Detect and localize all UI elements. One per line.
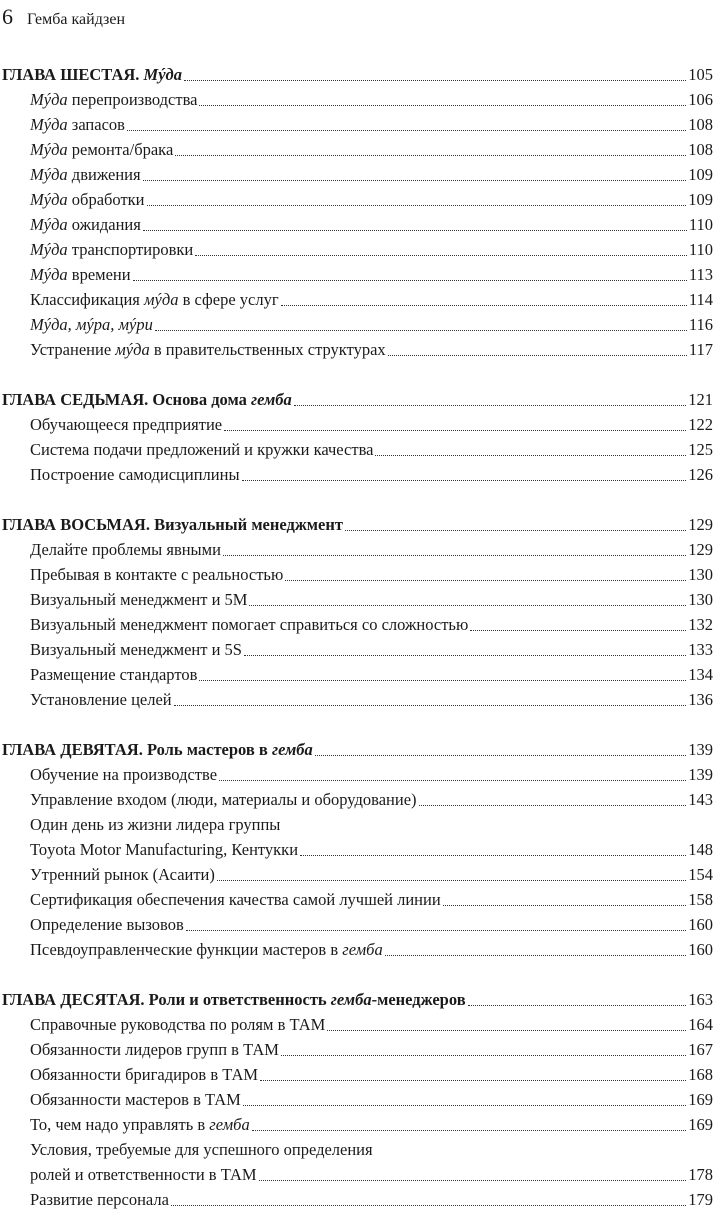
toc-entry-title-part: Сертификация обеспечения качества самой лучшей линии [30, 890, 441, 909]
toc-page-number: 109 [688, 190, 713, 209]
dot-leader [242, 480, 687, 481]
toc-section-entry[interactable] [0, 685, 713, 710]
toc-page-number: 179 [688, 1190, 713, 1209]
toc-section-entry[interactable] [0, 235, 713, 260]
toc-section-entry[interactable] [0, 85, 713, 110]
toc-entry-title-part: ГЛАВА ДЕСЯТАЯ. Роли и ответственность [2, 990, 331, 1009]
toc-entry-title-part: Один день из жизни лидера группы [30, 815, 281, 834]
toc-section-entry[interactable] [0, 1185, 713, 1210]
toc-entry-title-part: мýда [144, 290, 179, 309]
toc-entry-title-part: Мýда [143, 65, 182, 84]
toc-entry-title [2, 990, 466, 1010]
toc-section-entry[interactable] [0, 935, 713, 960]
toc-entry-title-part: Мýда [30, 240, 68, 259]
toc-section-entry[interactable] [0, 1110, 713, 1135]
toc-entry-title [30, 765, 217, 785]
dot-leader [224, 430, 686, 431]
dot-leader [147, 205, 687, 206]
toc-section-entry[interactable] [0, 260, 713, 285]
toc-entry-title-part: Устранение [30, 340, 116, 359]
toc-page-number: 164 [688, 1015, 713, 1034]
dot-leader [345, 530, 686, 531]
toc-section-entry[interactable] [0, 1010, 713, 1035]
toc-page-number: 139 [688, 765, 713, 784]
toc-entry-title-part: Визуальный менеджмент и 5S [30, 640, 242, 659]
toc-page-number: 134 [688, 665, 713, 684]
dot-leader [186, 930, 686, 931]
toc-entry-title-part: гемба [271, 740, 313, 759]
toc-section-entry[interactable] [0, 185, 713, 210]
toc-page-number: 178 [688, 1165, 713, 1184]
toc-section-entry[interactable] [0, 335, 713, 360]
toc-entry-title [30, 940, 383, 960]
dot-leader [260, 1080, 686, 1081]
toc-section-entry[interactable] [0, 1160, 713, 1185]
dot-leader [285, 580, 686, 581]
toc-entry-title [2, 390, 292, 410]
toc-page-number: 108 [688, 140, 713, 159]
toc-page-number: 160 [688, 915, 713, 934]
toc-page-number: 168 [688, 1065, 713, 1084]
toc-page-number: 136 [688, 690, 713, 709]
dot-leader [155, 330, 687, 331]
toc-entry-title [30, 465, 240, 485]
toc-section-entry[interactable] [0, 435, 713, 460]
dot-leader [468, 1005, 687, 1006]
toc-entry-title-part: Мýда, мýра, мýри [30, 315, 153, 334]
toc-entry-title-part: Toyota Motor Manufacturing, Кентукки [30, 840, 299, 859]
toc-entry-title [30, 115, 125, 135]
toc-entry-title-part: Псевдоуправленческие функции мастеров в [30, 940, 343, 959]
toc-section-entry[interactable] [0, 1085, 713, 1110]
toc-page-number: 116 [688, 315, 713, 334]
dot-leader [143, 180, 687, 181]
dot-leader [184, 80, 686, 81]
toc-entry-title-part: Визуальный менеджмент и 5М [30, 590, 248, 609]
dot-leader [199, 105, 686, 106]
toc-section-entry[interactable] [0, 660, 713, 685]
dot-leader [327, 1030, 686, 1031]
toc-entry-title [30, 540, 221, 560]
toc-entry-title-part: Обучающееся предприятие [30, 415, 223, 434]
dot-leader [127, 130, 686, 131]
toc-entry-title [30, 590, 247, 610]
book-title: Гемба кайдзен [27, 11, 126, 28]
running-head [2, 4, 125, 28]
toc-entry-title-part: времени [67, 265, 131, 284]
dot-leader [195, 255, 687, 256]
toc-entry-title-part: Визуальный менеджмент помогает справиться со сложностью [30, 615, 469, 634]
toc-entry-title-part: мýда [115, 340, 150, 359]
toc-page-number: 143 [688, 790, 713, 809]
toc-page-number: 125 [688, 440, 713, 459]
toc-entry-title-part: Условия, требуемые для успешного определения [30, 1140, 373, 1159]
dot-leader [281, 1055, 686, 1056]
toc-page-number: 113 [688, 265, 713, 284]
toc-page-number: 110 [688, 215, 713, 234]
toc-section-entry[interactable] [0, 885, 713, 910]
toc-entry-title [30, 90, 197, 110]
toc-entry-title-part: Мýда [30, 190, 68, 209]
toc-section-entry[interactable] [0, 910, 713, 935]
toc-entry-title-part: Определение вызовов [30, 915, 184, 934]
toc-entry-title [30, 565, 283, 585]
toc-entry-title [30, 1065, 258, 1085]
dot-leader [217, 880, 686, 881]
toc-entry-title-part: гемба [342, 940, 383, 959]
toc-entry-title-part: Справочные руководства по ролям в ТАМ [30, 1015, 326, 1034]
toc-page-number: 130 [688, 590, 713, 609]
toc-entry-title [30, 1140, 373, 1160]
dot-leader [294, 405, 686, 406]
toc-entry-title [30, 1040, 279, 1060]
toc-entry-title-part: перепроизводства [67, 90, 198, 109]
dot-leader [300, 855, 686, 856]
toc-page-number: 148 [688, 840, 713, 859]
toc-entry-title [30, 140, 173, 160]
toc-page-number: 163 [688, 990, 713, 1009]
toc-entry-title-part: Мýда [30, 140, 68, 159]
toc-entry-title-part: гемба [209, 1115, 250, 1134]
toc-chapter-entry[interactable] [0, 60, 713, 85]
toc-page-number: 122 [688, 415, 713, 434]
dot-leader [223, 555, 686, 556]
toc-entry-title [30, 640, 242, 660]
toc-entry-title-part: гемба [330, 990, 372, 1009]
toc-page-number: 133 [688, 640, 713, 659]
toc-entry-title-part: Пребывая в контакте с реальностью [30, 565, 284, 584]
toc-entry-title [30, 915, 184, 935]
toc-page-number: 167 [688, 1040, 713, 1059]
toc-entry-title [30, 790, 417, 810]
toc-section-entry[interactable] [0, 785, 713, 810]
toc-entry-title [30, 1090, 241, 1110]
toc-section-entry[interactable] [0, 110, 713, 135]
toc-section-entry[interactable] [0, 535, 713, 560]
toc-page-number: 129 [688, 540, 713, 559]
dot-leader [443, 905, 687, 906]
dot-leader [388, 355, 687, 356]
page-number: 6 [2, 4, 13, 29]
toc-entry-title-part: ГЛАВА ШЕСТАЯ. [2, 65, 144, 84]
toc-entry-title [30, 1165, 257, 1185]
toc-entry-title-part: ГЛАВА СЕДЬМАЯ. Основа дома [2, 390, 251, 409]
dot-leader [315, 755, 686, 756]
toc-chapter-entry[interactable] [0, 985, 713, 1010]
toc-entry-title-part: Обязанности лидеров групп в ТАМ [30, 1040, 279, 1059]
toc-entry-title-part: Утренний рынок (Асаити) [30, 865, 215, 884]
toc-entry-title-part: в правительственных структурах [149, 340, 386, 359]
toc-section-entry[interactable] [0, 135, 713, 160]
toc-entry-title [30, 190, 145, 210]
toc-entry-title [30, 1115, 250, 1135]
toc-entry-title-part: Развитие персонала [30, 1190, 169, 1209]
toc-section-entry[interactable] [0, 835, 713, 860]
toc-page-number: 110 [688, 240, 713, 259]
toc-entry-title [30, 265, 131, 285]
toc-page-number: 109 [688, 165, 713, 184]
toc-section-entry[interactable] [0, 460, 713, 485]
dot-leader [244, 655, 686, 656]
toc-entry-title-part: ГЛАВА ВОСЬМАЯ. Визуальный менеджмент [2, 515, 343, 534]
dot-leader [419, 805, 687, 806]
toc-entry-title-part: Мýда [30, 115, 68, 134]
dot-leader [281, 305, 687, 306]
toc-entry-title-part: Мýда [30, 215, 68, 234]
toc-page-number: 121 [688, 390, 713, 409]
toc-entry-title-part: Делайте проблемы явными [30, 540, 221, 559]
toc-entry-title [30, 665, 197, 685]
toc-entry-title-part: Обязанности бригадиров в ТАМ [30, 1065, 259, 1084]
toc-page-number: 154 [688, 865, 713, 884]
toc-entry-title-part: Классификация [30, 290, 145, 309]
toc-section-entry[interactable] [0, 635, 713, 660]
toc-entry-title [30, 1190, 169, 1210]
toc-entry-title-part: То, чем надо управлять в [30, 1115, 210, 1134]
dot-leader [249, 605, 686, 606]
toc-page-number: 126 [688, 465, 713, 484]
dot-leader [375, 455, 686, 456]
toc-entry-title-part: Построение самодисциплины [30, 465, 240, 484]
toc-entry-title [2, 740, 313, 760]
toc-section-entry[interactable] [0, 585, 713, 610]
dot-leader [174, 705, 687, 706]
toc-entry-title-part: Мýда [30, 90, 68, 109]
toc-page-number: 158 [688, 890, 713, 909]
dot-leader [243, 1105, 686, 1106]
toc-entry-title [30, 840, 298, 860]
dot-leader [470, 630, 686, 631]
toc-page-number: 130 [688, 565, 713, 584]
toc-page-number: 160 [688, 940, 713, 959]
toc-entry-title [30, 1015, 325, 1035]
toc-entry-title-part: Обязанности мастеров в ТАМ [30, 1090, 241, 1109]
toc-entry-title-part: гемба [250, 390, 292, 409]
toc-entry-title [2, 515, 343, 535]
toc-section-entry[interactable] [0, 160, 713, 185]
toc-entry-title [30, 415, 222, 435]
dot-leader [219, 780, 686, 781]
toc-entry-title-part: Мýда [30, 165, 68, 184]
toc-page-number: 129 [688, 515, 713, 534]
toc-entry-title [30, 440, 373, 460]
toc-section-entry[interactable] [0, 610, 713, 635]
toc-section-entry[interactable] [0, 210, 713, 235]
toc-entry-title-part: ремонта/брака [67, 140, 174, 159]
toc-entry-title [30, 290, 279, 310]
toc-page-number: 106 [688, 90, 713, 109]
toc-entry-title [30, 865, 215, 885]
toc-section-entry[interactable] [0, 760, 713, 785]
toc-entry-title [30, 215, 141, 235]
dot-leader [252, 1130, 687, 1131]
toc-section-entry[interactable] [0, 1135, 713, 1160]
toc-section-entry[interactable] [0, 410, 713, 435]
toc-entry-title-part: Управление входом (люди, материалы и оборудование) [30, 790, 417, 809]
toc-entry-title [30, 240, 193, 260]
toc-entry-title-part: в сфере услуг [178, 290, 279, 309]
toc-entry-title-part: ожидания [67, 215, 141, 234]
dot-leader [199, 680, 686, 681]
toc-entry-title [30, 690, 172, 710]
toc-section-entry[interactable] [0, 860, 713, 885]
toc-entry-title [30, 315, 153, 335]
toc-section-entry[interactable] [0, 560, 713, 585]
toc-entry-title-part: движения [67, 165, 141, 184]
toc-entry-title [30, 890, 441, 910]
dot-leader [133, 280, 687, 281]
toc-chapter-entry[interactable] [0, 510, 713, 535]
toc-page-number: 114 [688, 290, 713, 309]
toc-entry-title [30, 165, 141, 185]
toc-page-number: 105 [688, 65, 713, 84]
dot-leader [259, 1180, 687, 1181]
toc-page-number: 108 [688, 115, 713, 134]
toc-entry-title-part: ролей и ответственности в ТАМ [30, 1165, 257, 1184]
toc-chapter-entry[interactable] [0, 385, 713, 410]
toc-entry-title-part: транспортировки [67, 240, 194, 259]
toc-entry-title-part: Размещение стандартов [30, 665, 198, 684]
toc-entry-title-part: Система подачи предложений и кружки качества [30, 440, 374, 459]
dot-leader [143, 230, 687, 231]
toc-entry-title-part: -менеджеров [371, 990, 466, 1009]
toc-page-number: 169 [688, 1090, 713, 1109]
toc-section-entry[interactable] [0, 310, 713, 335]
dot-leader [171, 1205, 686, 1206]
toc-page-number: 169 [688, 1115, 713, 1134]
toc-page-number: 132 [688, 615, 713, 634]
toc-chapter-entry[interactable] [0, 735, 713, 760]
toc-entry-title [30, 340, 386, 360]
toc-entry-title-part: запасов [67, 115, 125, 134]
toc-section-entry[interactable] [0, 1060, 713, 1085]
dot-leader [175, 155, 686, 156]
toc-page-number: 117 [688, 340, 713, 359]
toc-entry-title [2, 65, 182, 85]
toc-section-entry[interactable] [0, 810, 713, 835]
toc-entry-title-part: обработки [67, 190, 145, 209]
toc-entry-title [30, 815, 280, 835]
toc-section-entry[interactable] [0, 285, 713, 310]
toc-entry-title-part: Мýда [30, 265, 68, 284]
toc-section-entry[interactable] [0, 1035, 713, 1060]
toc-entry-title [30, 615, 468, 635]
toc-entry-title-part: ГЛАВА ДЕВЯТАЯ. Роль мастеров в [2, 740, 272, 759]
toc-entry-title-part: Установление целей [30, 690, 172, 709]
dot-leader [385, 955, 687, 956]
toc-page-number: 139 [688, 740, 713, 759]
toc-entry-title-part: Обучение на производстве [30, 765, 218, 784]
